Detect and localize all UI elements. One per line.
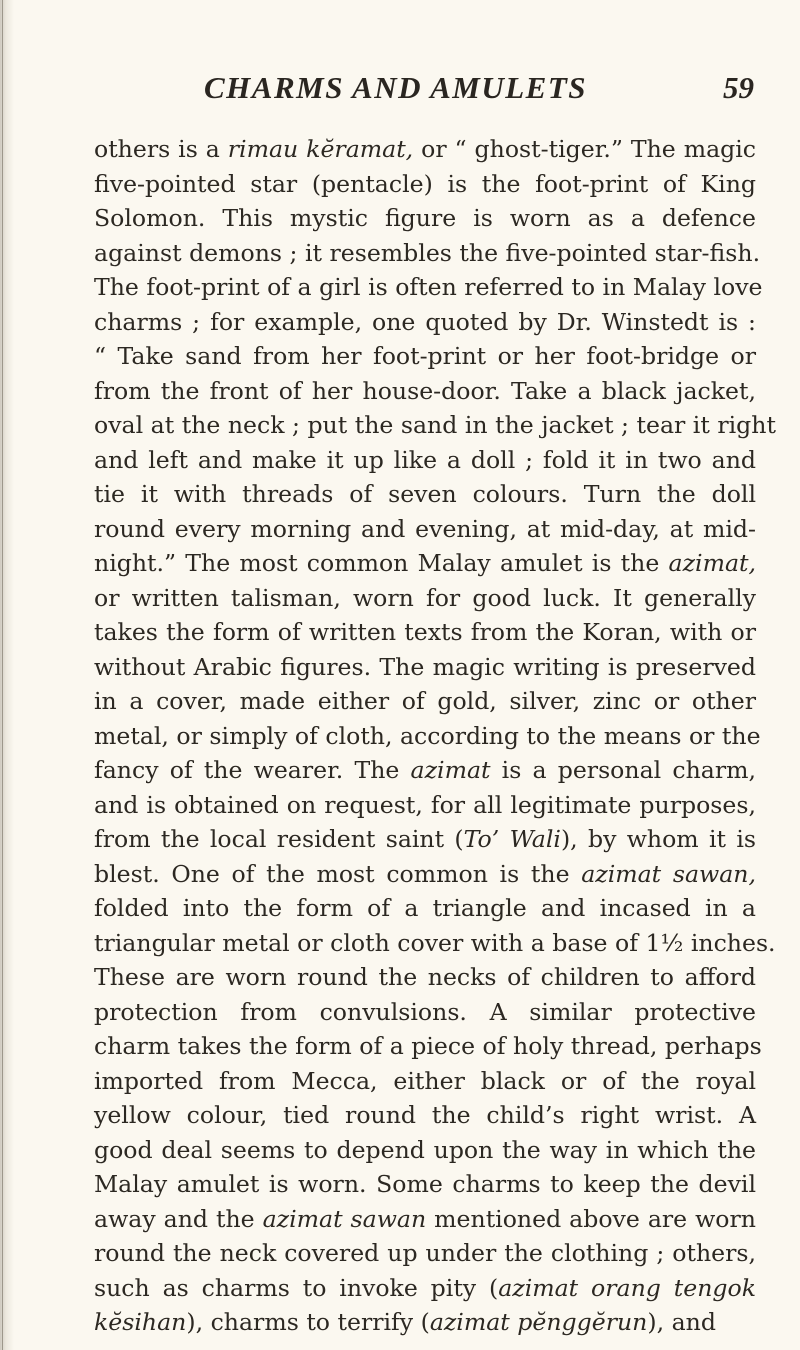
text-line xyxy=(94,443,756,478)
text-run: against demons ; it resembles the five-pointed star-fish. xyxy=(94,238,761,267)
text-run: such as charms to invoke pity ( xyxy=(94,1273,499,1302)
text-run: away and the xyxy=(94,1204,263,1233)
text-line xyxy=(94,926,776,961)
text-line xyxy=(94,1064,756,1099)
body-text xyxy=(94,132,776,1340)
text-line xyxy=(94,857,756,892)
text-run: Solomon. This mystic figure is worn as a defence xyxy=(94,204,756,232)
italic-term: azimat sawan xyxy=(262,1204,427,1233)
text-run: folded into the form of a triangle and incased in a xyxy=(94,894,756,922)
italic-term: azimat xyxy=(410,756,491,784)
text-run: five-pointed star (pentacle) is the foot-print of King xyxy=(94,169,756,198)
text-line xyxy=(94,1236,756,1271)
text-line xyxy=(94,1098,756,1133)
text-run: night.” The most common Malay amulet is the xyxy=(94,549,669,577)
italic-term: rimau kĕramat, xyxy=(227,135,414,163)
text-run: Malay amulet is worn. Some charms to keep the devil xyxy=(94,1170,756,1198)
text-line xyxy=(94,270,763,305)
text-line xyxy=(94,201,756,236)
text-line xyxy=(94,891,756,926)
text-run: others is a xyxy=(94,135,228,163)
italic-term: azimat, xyxy=(668,549,756,577)
text-run: from the front of her house-door. Take a black jacket, xyxy=(94,376,756,405)
text-line xyxy=(94,1133,756,1168)
text-line xyxy=(94,132,756,167)
text-run: round every morning and evening, at mid-day, at mid- xyxy=(94,514,756,543)
text-line xyxy=(94,1167,756,1202)
text-run: charm takes the form of a piece of holy thread, perhaps xyxy=(94,1032,762,1060)
text-run: ), and xyxy=(647,1308,716,1336)
text-run: or written talisman, worn for good luck. It generally xyxy=(94,583,756,612)
text-line xyxy=(94,546,756,581)
text-run: fancy of the wearer. The xyxy=(94,756,411,784)
text-run: ), charms to terrify ( xyxy=(186,1308,430,1336)
text-line xyxy=(94,995,756,1030)
italic-term: azimat sawan, xyxy=(581,859,756,888)
text-run: mentioned above are worn xyxy=(426,1204,756,1233)
text-line xyxy=(94,305,756,340)
text-run: good deal seems to depend upon the way in which the xyxy=(94,1135,756,1164)
text-line xyxy=(94,615,756,650)
text-line xyxy=(94,512,756,547)
text-line xyxy=(94,1029,762,1064)
text-line xyxy=(94,788,756,823)
text-line xyxy=(94,1271,756,1306)
italic-term: azimat orang tengok xyxy=(498,1273,756,1302)
italic-term: azimat pĕnggĕrun xyxy=(429,1308,648,1336)
text-run: charms ; for example, one quoted by Dr. Winstedt is : xyxy=(94,307,756,336)
text-run: triangular metal or cloth cover with a base of 1½ inches. xyxy=(94,928,776,957)
text-run: tie it with threads of seven colours. Turn the doll xyxy=(94,480,756,508)
text-line xyxy=(94,374,756,409)
italic-term: kĕsihan xyxy=(94,1308,187,1336)
text-run: is a personal charm, xyxy=(490,756,756,784)
text-run: without Arabic figures. The magic writing is preserved xyxy=(94,652,756,681)
text-run: The foot-print of a girl is often referred to in Malay love xyxy=(94,273,763,301)
text-line xyxy=(94,581,756,616)
text-line xyxy=(94,408,776,443)
text-line xyxy=(94,167,756,202)
running-head xyxy=(94,70,754,120)
text-line xyxy=(94,1202,756,1237)
text-run: or “ ghost-tiger.” The magic xyxy=(413,135,757,163)
text-run: These are worn round the necks of children to afford xyxy=(94,963,756,991)
text-run: blest. One of the most common is the xyxy=(94,859,582,888)
text-run: protection from convulsions. A similar protective xyxy=(94,997,756,1026)
text-line xyxy=(94,477,756,512)
text-run: yellow colour, tied round the child’s right wrist. A xyxy=(94,1101,756,1129)
text-run: takes the form of written texts from the Koran, with or xyxy=(94,618,756,646)
text-run: in a cover, made either of gold, silver, zinc or other xyxy=(94,687,756,715)
text-line xyxy=(94,650,756,685)
text-run: round the neck covered up under the clothing ; others, xyxy=(94,1239,756,1267)
page-number: 59 xyxy=(723,70,754,105)
text-line xyxy=(94,1305,756,1340)
text-line xyxy=(94,719,761,754)
text-line xyxy=(94,822,756,857)
text-run: imported from Mecca, either black or of the royal xyxy=(94,1066,756,1095)
page-edge-line xyxy=(2,0,3,1350)
text-line xyxy=(94,753,756,788)
text-run: and left and make it up like a doll ; fold it in two and xyxy=(94,445,756,474)
text-line xyxy=(94,960,756,995)
text-line xyxy=(94,684,756,719)
text-run: ), by whom it is xyxy=(560,825,756,853)
text-run: metal, or simply of cloth, according to the means or the xyxy=(94,721,761,750)
text-run: oval at the neck ; put the sand in the jacket ; tear it right xyxy=(94,411,776,439)
text-line xyxy=(94,236,761,271)
text-run: from the local resident saint ( xyxy=(94,825,464,853)
text-run: and is obtained on request, for all legitimate purposes, xyxy=(94,790,756,819)
text-line xyxy=(94,339,756,374)
page-title: CHARMS AND AMULETS xyxy=(204,70,588,105)
text-run: “ Take sand from her foot-print or her foot-bridge or xyxy=(94,342,756,370)
italic-term: To’ Wali xyxy=(463,825,561,853)
